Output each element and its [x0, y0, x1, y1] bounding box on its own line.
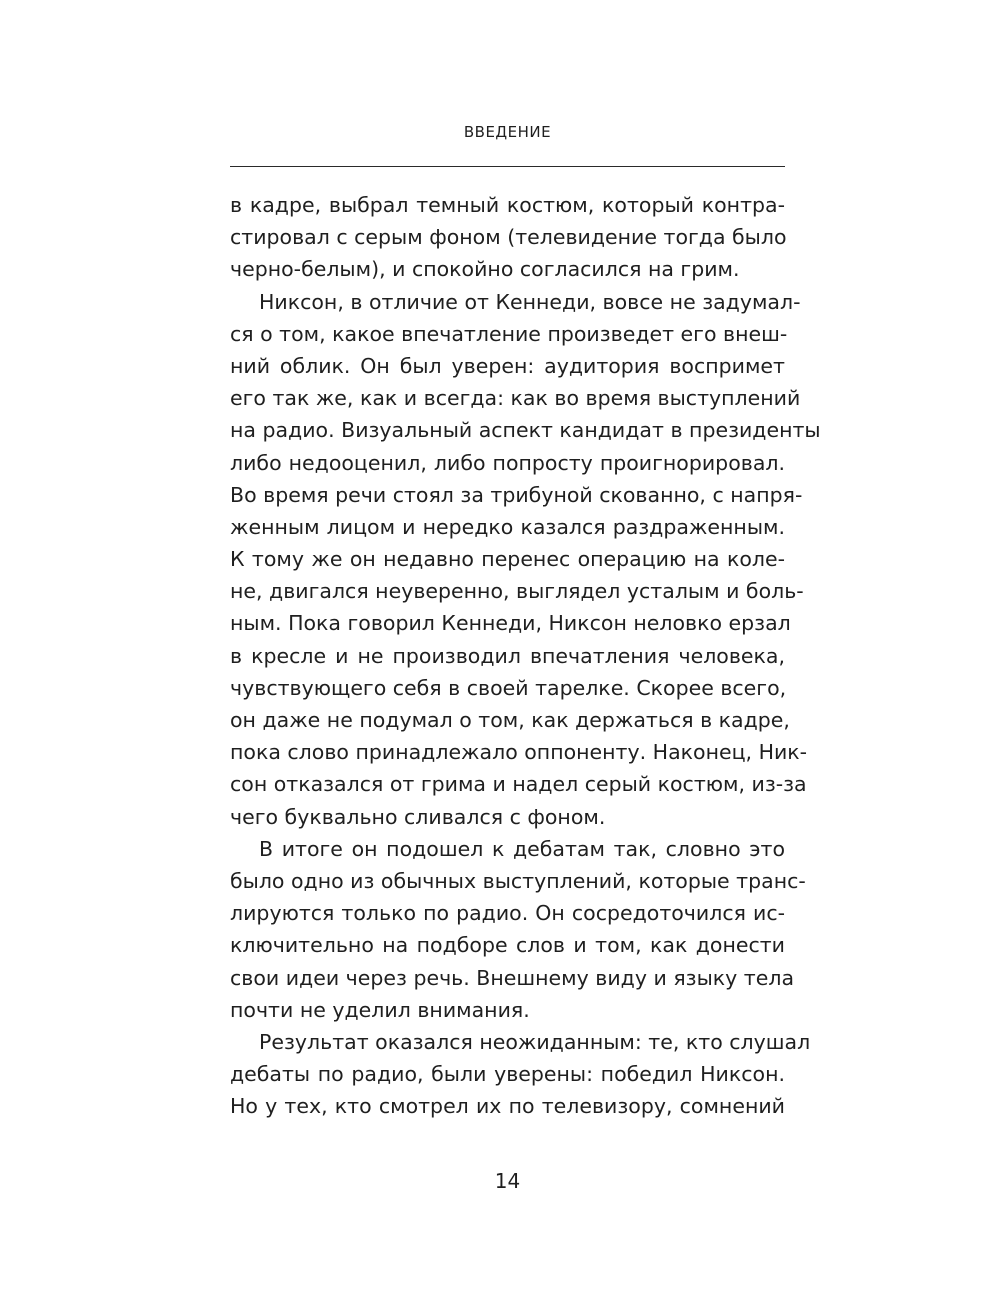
text-line: пока слово принадлежало оппоненту. Наконец, Ник- [230, 740, 808, 765]
text-line: Никсон, в отличие от Кеннеди, вовсе не задумал- [259, 289, 801, 314]
text-line: черно-белым), и спокойно согласился на грим. [230, 257, 740, 282]
text-line: почти не уделил внимания. [230, 997, 530, 1022]
text-line: сон отказался от грима и надел серый костюм, из-за [230, 772, 807, 797]
text-line: чувствующего себя в своей тарелке. Скорее всего, [230, 675, 787, 700]
text-line: дебаты по радио, были уверены: победил Никсон. [230, 1062, 785, 1087]
text-line: ным. Пока говорил Кеннеди, Никсон неловко ерзал [230, 611, 791, 636]
text-line: ся о том, какое впечатление произведет его внеш- [230, 321, 788, 346]
running-head: ВВЕДЕНИЕ [463, 123, 552, 141]
text-line: на радио. Визуальный аспект кандидат в президенты [230, 418, 821, 443]
text-line: ний облик. Он был уверен: аудитория воспримет [230, 353, 785, 378]
text-line: либо недооценил, либо попросту проигнорировал. [230, 450, 785, 475]
text-line: стировал с серым фоном (телевидение тогда было [230, 225, 787, 250]
text-line: было одно из обычных выступлений, которые транс- [230, 868, 806, 893]
text-line: Во время речи стоял за трибуной скованно, с напря- [230, 482, 803, 507]
text-line: чего буквально сливался с фоном. [230, 804, 606, 829]
text-line: в кадре, выбрал темный костюм, который контра- [230, 193, 785, 217]
text-line: лируются только по радио. Он сосредоточился ис- [230, 901, 785, 926]
body-text [230, 189, 821, 1122]
text-line: в кресле и не производил впечатления человека, [230, 643, 785, 668]
text-line: ключительно на подборе слов и том, как донести [230, 933, 785, 958]
text-line: свои идеи через речь. Внешнему виду и языку тела [230, 965, 795, 990]
text-line: он даже не подумал о том, как держаться в кадре, [230, 708, 790, 732]
header-rule [230, 166, 785, 167]
text-line: его так же, как и всегда: как во время выступлений [230, 386, 801, 411]
text-line: женным лицом и нередко казался раздраженным. [230, 514, 785, 539]
text-line: не, двигался неуверенно, выглядел усталым и боль- [230, 579, 804, 604]
text-line: В итоге он подошел к дебатам так, словно это [259, 836, 785, 861]
page-number: 14 [494, 1169, 521, 1193]
text-line: К тому же он недавно перенес операцию на коле- [230, 547, 785, 572]
text-line: Результат оказался неожиданным: те, кто слушал [259, 1029, 811, 1054]
text-line: Но у тех, кто смотрел их по телевизору, сомнений [230, 1094, 785, 1119]
